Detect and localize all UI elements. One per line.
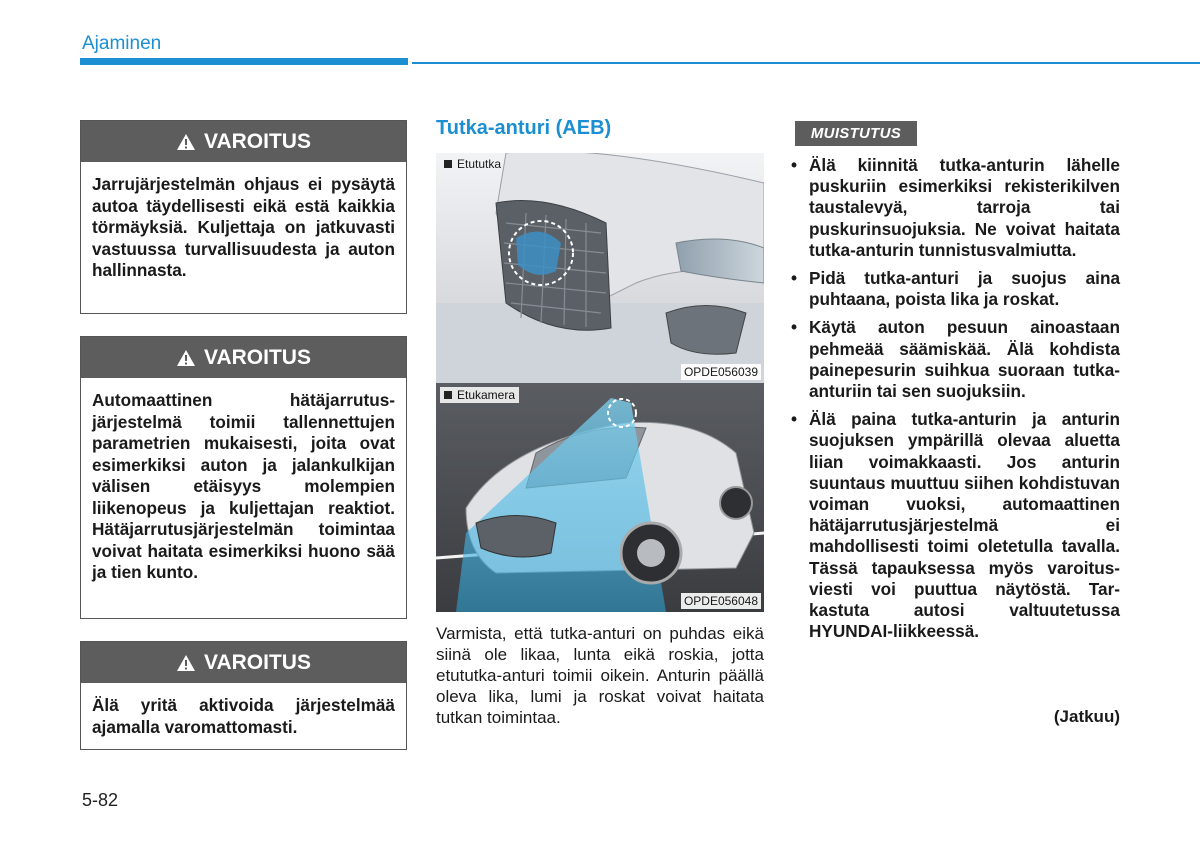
warning-triangle-icon <box>176 349 196 367</box>
warning-triangle-icon <box>176 654 196 672</box>
body-paragraph: Varmista, että tutka-anturi on puhdas eikä siinä ole likaa, lunta eikä roskia, jotta etututka-anturi toimii oikein. Anturin päällä oleva lika, lumi ja roskat voivat haitata tutkan toimintaa. <box>436 624 764 727</box>
list-item: • Käytä auton pesuun ainoastaan pehmeää säämiskää. Älä kohdista painepesurin suihkua suoraan tutka-anturiin tai sen suojuksiin. <box>791 317 1120 402</box>
car-side-illustration <box>436 383 764 612</box>
warning-triangle-icon <box>176 133 196 151</box>
front-radar-figure <box>436 153 764 383</box>
warning-box <box>80 336 407 619</box>
page-number: 5-82 <box>82 790 119 810</box>
figure-label: Etututka <box>444 157 501 171</box>
warning-text: Automaattinen hätäjarrutusjärjestelmä toimii tallennettujen parametrien mukaisesti, joita ovat esimerkiksi auton ja jalankulkijan välisen etäisyys molempien liikenopeus ja kuljettajan reaktiot. Hätäjarrutusjärjestelmän toimintaa voivat haitata esimerkiksi huono sää ja tien kunto. <box>92 390 395 582</box>
note-list <box>788 155 1120 649</box>
section-header: Ajaminen <box>82 33 162 54</box>
continued-label: (Jatkuu) <box>1053 707 1120 726</box>
front-camera-figure <box>436 383 764 612</box>
warning-title: VAROITUS <box>204 345 311 369</box>
section-title: Tutka-anturi (AEB) <box>436 117 612 139</box>
warning-title: VAROITUS <box>204 129 311 153</box>
note-badge: MUISTUTUS <box>795 121 917 146</box>
warning-header <box>81 337 406 378</box>
warning-text: Jarrujärjestelmän ohjaus ei pysäytä autoa täydellisesti eikä estä kaikkia törmäyksiä. Kuljettaja on jatkuvasti vastuussa turvallisuudesta ja auton hallinnasta. <box>92 174 395 280</box>
list-item: • Älä kiinnitä tutka-anturin lähelle puskuriin esimerkiksi rekisterikilven taustalevyä, tarroja tai puskurinsuojuksia. Ne voivat haitata tutka-anturin tunnistusvalmiutta. <box>791 155 1120 260</box>
figure-label: Etukamera <box>440 387 519 403</box>
warning-header <box>81 121 406 162</box>
figure-code: OPDE056039 <box>681 364 761 380</box>
header-bar <box>80 58 408 65</box>
figure-code: OPDE056048 <box>681 593 761 609</box>
list-item: • Pidä tutka-anturi ja suojus aina puhtaana, poista lika ja roskat. <box>791 268 1120 310</box>
car-front-illustration <box>436 153 764 383</box>
list-item: • Älä paina tutka-anturin ja anturin suojuksen ympärillä olevaa aluetta liian voimakkaasti. Jos anturin suuntaus muuttuu siihen kohdistuvan voiman vuoksi, automaattinen hätäjarrutusjärjestelmä ei mahdollisesti toimi oletetulla tavalla. Tässä tapauksessa myös varoitusviesti voi puuttua näytöstä. Tarkastuta autosi valtuutetussa HYUNDAI-liikkeessä. <box>791 409 1120 642</box>
warning-header <box>81 642 406 683</box>
warning-box <box>80 641 407 750</box>
warning-title: VAROITUS <box>204 650 311 674</box>
warning-text: Älä yritä aktivoida järjestelmää ajamalla varomattomasti. <box>92 695 395 737</box>
warning-box <box>80 120 407 314</box>
header-rule <box>412 62 1200 64</box>
